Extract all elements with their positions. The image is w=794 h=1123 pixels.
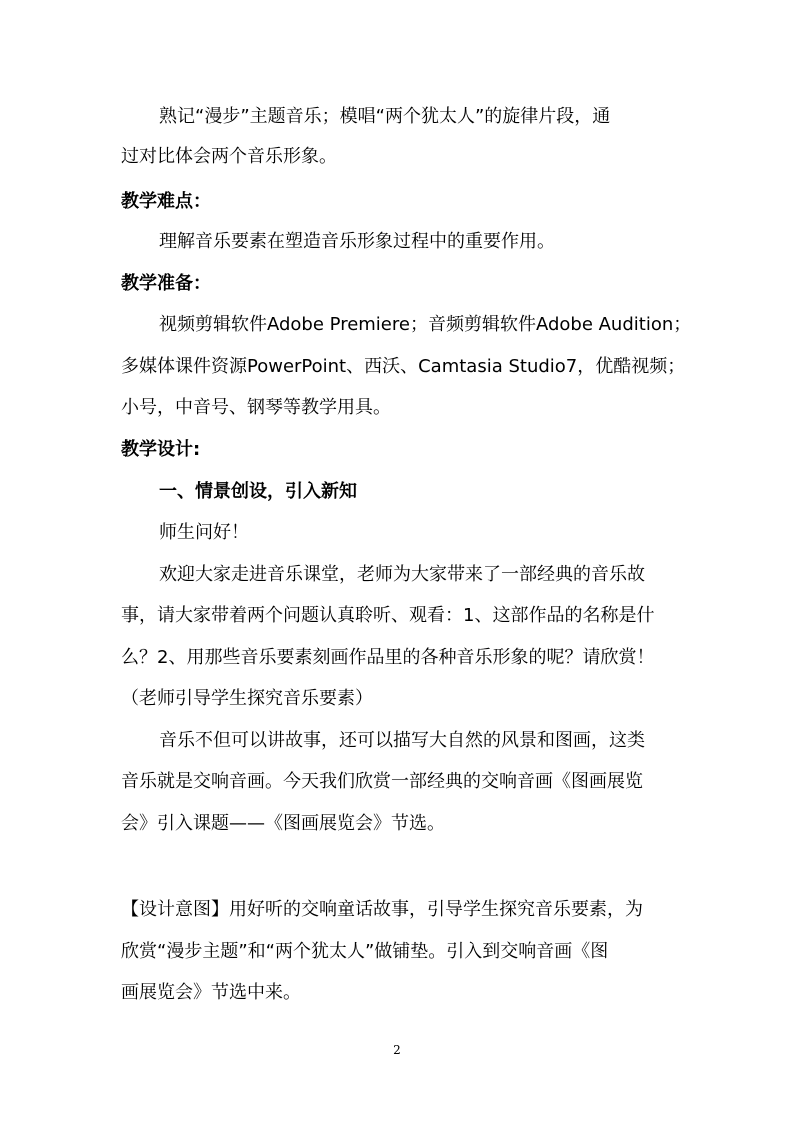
paragraph-line: （老师引导学生探究音乐要素） [121,688,373,709]
subsection-heading: 一、情景创设，引入新知 [159,481,357,502]
paragraph-line: 会》引入课题——《图画展览会》节选。 [121,813,445,834]
paragraph-line: 熟记“漫步”主题音乐；模唱“两个犹太人”的旋律片段，通 [159,106,611,127]
paragraph-line: 理解音乐要素在塑造音乐形象过程中的重要作用。 [159,231,555,252]
paragraph-line: 事，请大家带着两个问题认真聆听、观看：1、这部作品的名称是什 [121,605,655,626]
section-heading-design: 教学设计: [121,439,201,460]
paragraph-line: 音乐就是交响音画。今天我们欣赏一部经典的交响音画《图画展览 [121,771,643,792]
section-heading-preparation: 教学准备： [121,273,211,294]
design-intent-line: 【设计意图】用好听的交响童话故事，引导学生探究音乐要素，为 [121,899,643,920]
paragraph-line: 视频剪辑软件Adobe Premiere；音频剪辑软件Adobe Audition； [159,314,692,335]
paragraph-line: 师生问好！ [159,522,249,543]
paragraph-line: 么？2、用那些音乐要素刻画作品里的各种音乐形象的呢？请欣赏！ [121,647,655,668]
design-intent-line: 欣赏“漫步主题”和“两个犹太人”做铺垫。引入到交响音画《图 [121,941,609,962]
page-number: 2 [393,1043,401,1057]
paragraph-line: 小号，中音号、钢琴等教学用具。 [121,397,391,418]
paragraph-line: 音乐不但可以讲故事，还可以描写大自然的风景和图画，这类 [159,730,645,751]
paragraph-line: 欢迎大家走进音乐课堂，老师为大家带来了一部经典的音乐故 [159,564,645,585]
paragraph-line: 多媒体课件资源PowerPoint、西沃、Camtasia Studio7，优酷视频； [121,356,686,377]
design-intent-line: 画展览会》节选中来。 [121,982,301,1003]
paragraph-line: 过对比体会两个音乐形象。 [121,146,337,167]
section-heading-difficulty: 教学难点： [121,191,211,212]
